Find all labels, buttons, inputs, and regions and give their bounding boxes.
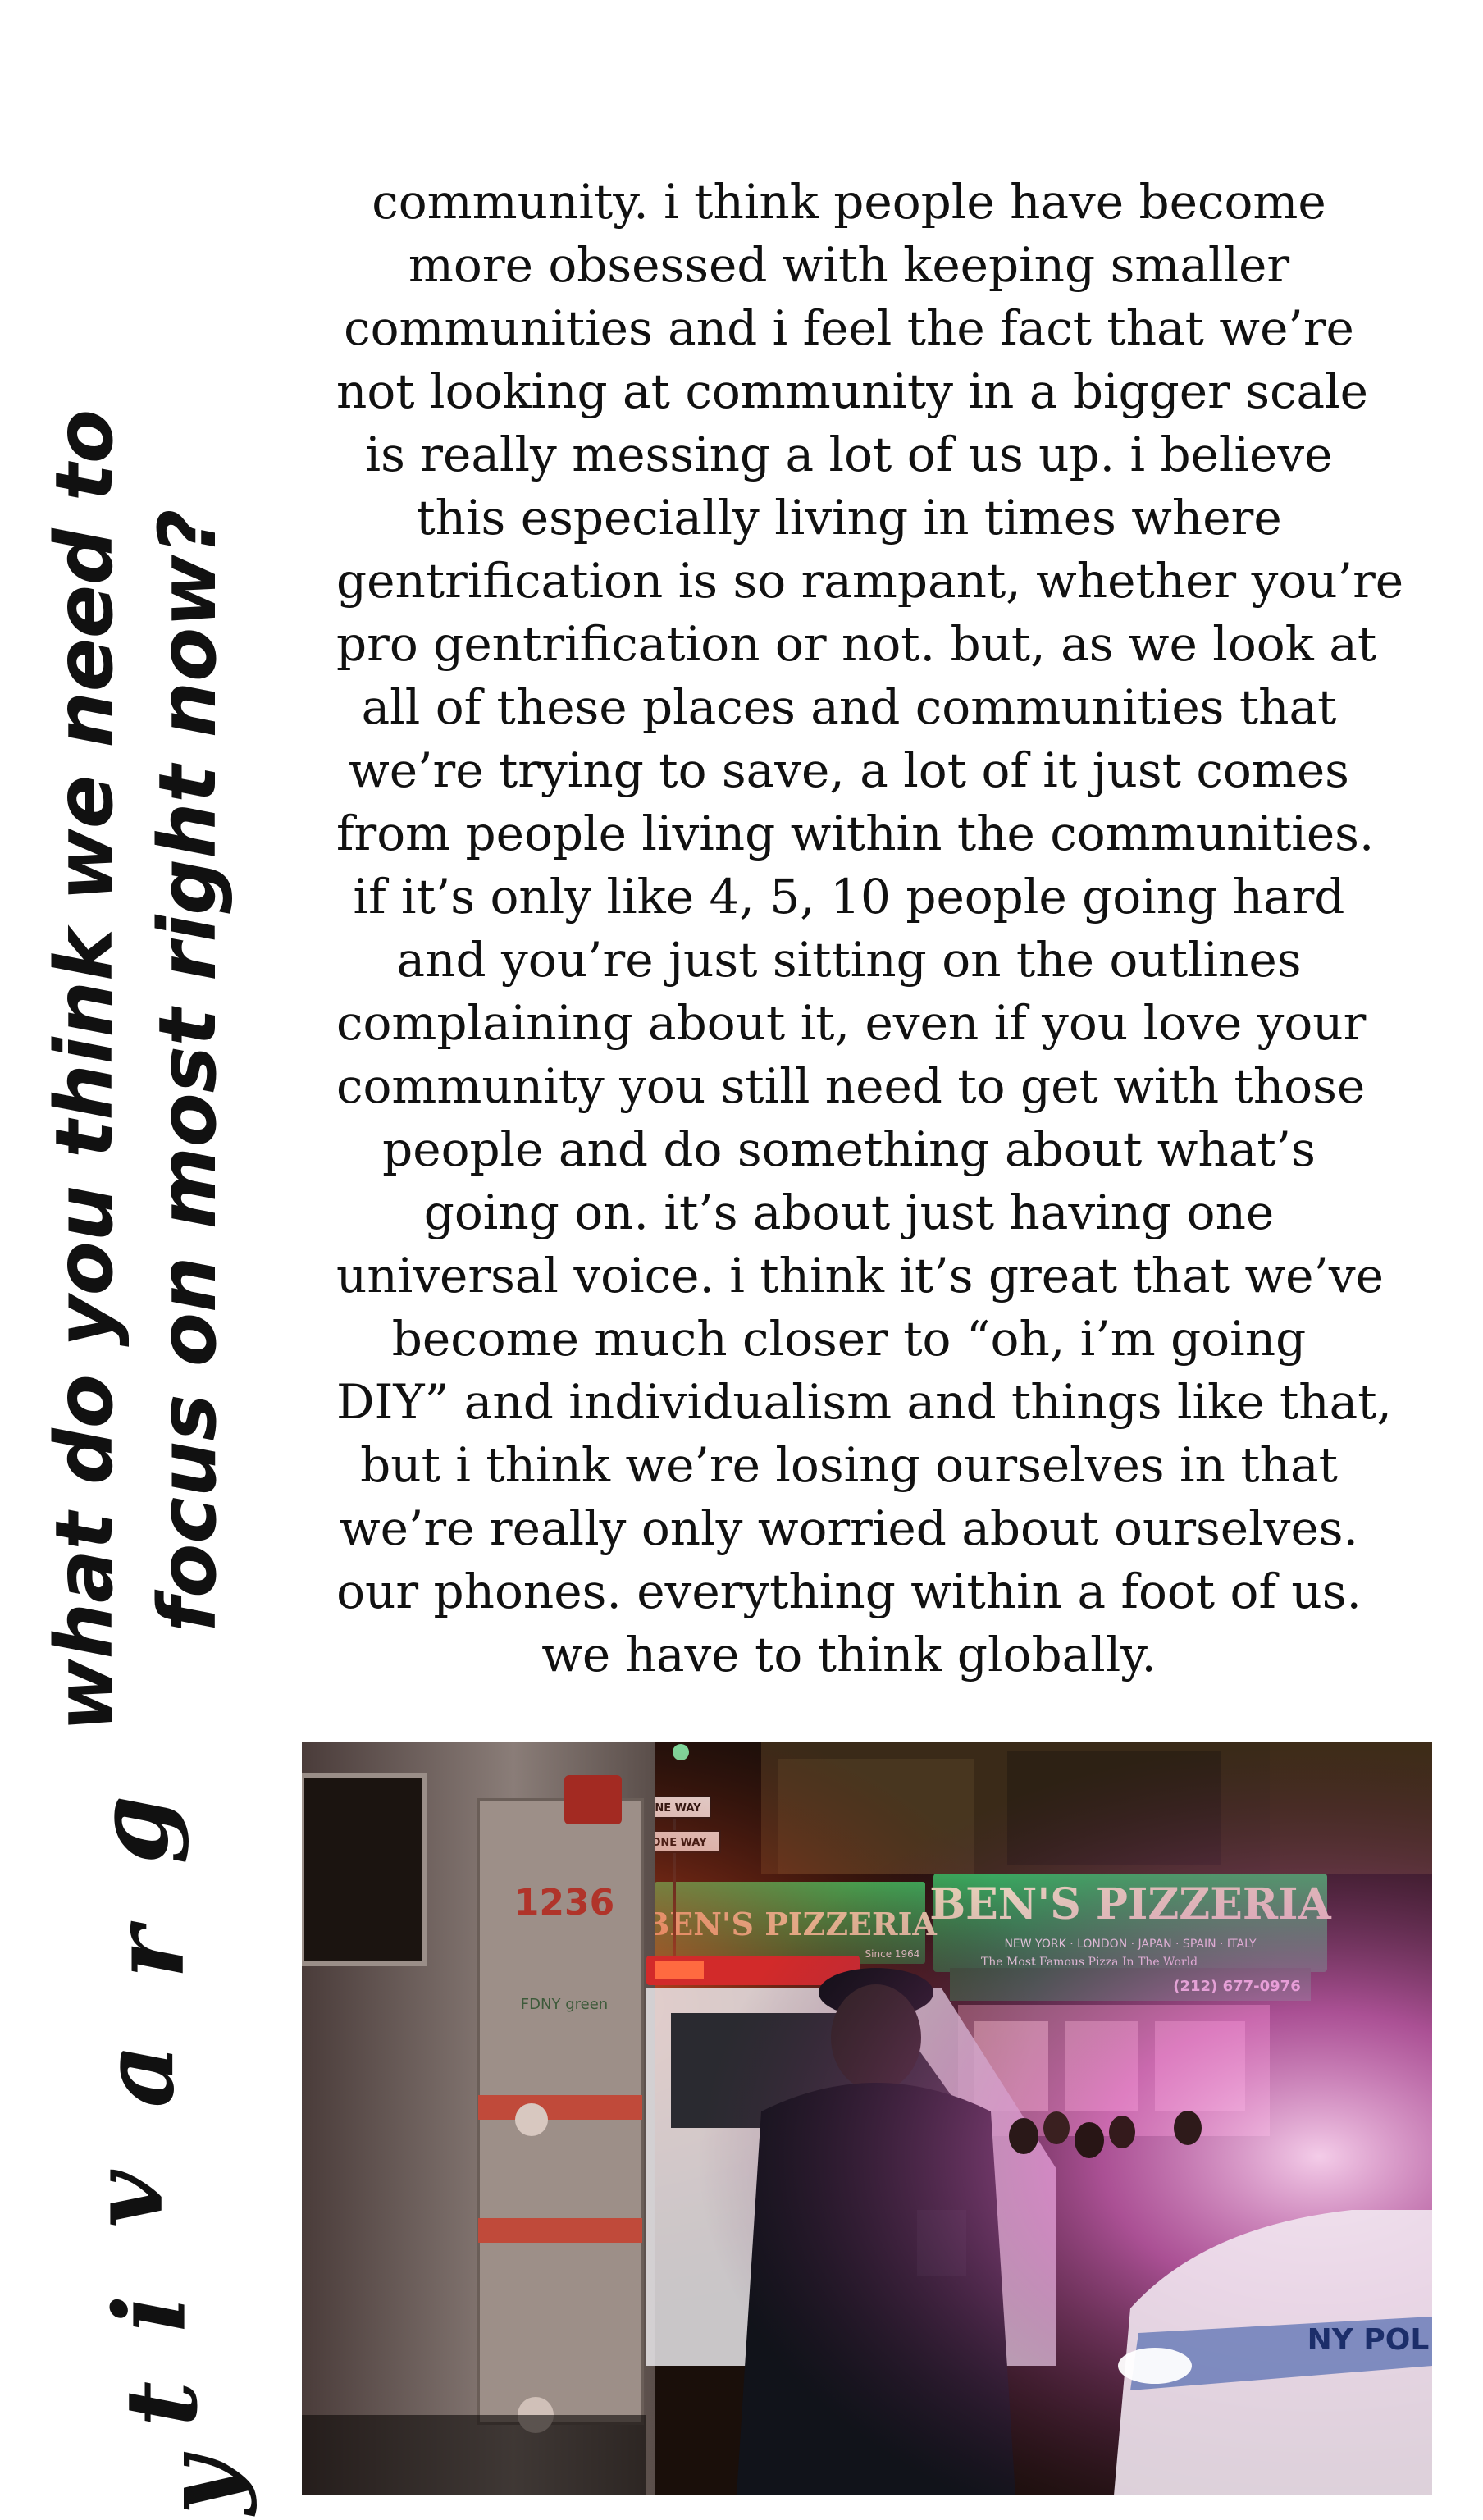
answer-line: community. i think people have become bbox=[372, 174, 1326, 230]
street-photo bbox=[302, 1742, 1432, 2495]
answer-line: but i think we’re losing ourselves in that bbox=[360, 1437, 1338, 1493]
answer-line: gentrification is so rampant, whether you’re bbox=[336, 553, 1404, 609]
wordmark-letter-r: r bbox=[91, 1926, 208, 1979]
answer-line: we’re trying to save, a lot of it just comes bbox=[349, 742, 1349, 798]
wordmark-letter-v: v bbox=[69, 2170, 185, 2228]
answer-line: all of these places and communities that bbox=[361, 679, 1337, 735]
wordmark-letter-a: a bbox=[80, 2043, 197, 2108]
wordmark-letter-i: i bbox=[92, 2294, 208, 2333]
answer-line: we’re really only worried about ourselves. bbox=[340, 1500, 1358, 1556]
question-heading bbox=[33, 312, 246, 1829]
answer-line: universal voice. i think it’s great that we’ve bbox=[336, 1248, 1384, 1303]
police-car-text: NY POL bbox=[1307, 2323, 1430, 2357]
answer-line: DIY” and individualism and things like that, bbox=[336, 1374, 1392, 1430]
question-line-2: focus on most right now? bbox=[142, 509, 234, 1632]
answer-line: community you still need to get with those bbox=[336, 1058, 1366, 1114]
answer-line: and you’re just sitting on the outlines bbox=[396, 932, 1302, 988]
answer-line: communities and i feel the fact that we’re bbox=[344, 300, 1354, 356]
answer-line: from people living within the communities. bbox=[336, 806, 1375, 861]
wordmark-letter-g: g bbox=[75, 1795, 191, 1865]
gravity-wordmark bbox=[49, 1772, 295, 2515]
answer-line: people and do something about what’s bbox=[382, 1121, 1316, 1177]
answer-text bbox=[336, 171, 1404, 1687]
answer-line: if it’s only like 4, 5, 10 people going hard bbox=[353, 869, 1345, 924]
answer-line: our phones. everything within a foot of us. bbox=[336, 1564, 1362, 1619]
answer-line: not looking at community in a bigger scale bbox=[336, 363, 1368, 419]
answer-line: is really messing a lot of us up. i believe bbox=[365, 427, 1333, 482]
answer-line: pro gentrification or not. but, as we look at bbox=[336, 616, 1377, 672]
answer-line: complaining about it, even if you love your bbox=[336, 995, 1367, 1051]
photo-illustration bbox=[302, 1742, 1432, 2495]
wordmark-letter-y: y bbox=[143, 2457, 259, 2515]
answer-line: become much closer to “oh, i’m going bbox=[391, 1311, 1307, 1367]
answer-line: we have to think globally. bbox=[541, 1627, 1157, 1682]
wordmark-letter-t: t bbox=[104, 2381, 221, 2427]
answer-line: more obsessed with keeping smaller bbox=[408, 237, 1290, 293]
answer-line: this especially living in times where bbox=[416, 490, 1282, 546]
question-line-1: what do you think we need to bbox=[39, 409, 130, 1732]
answer-line: going on. it’s about just having one bbox=[423, 1185, 1275, 1240]
